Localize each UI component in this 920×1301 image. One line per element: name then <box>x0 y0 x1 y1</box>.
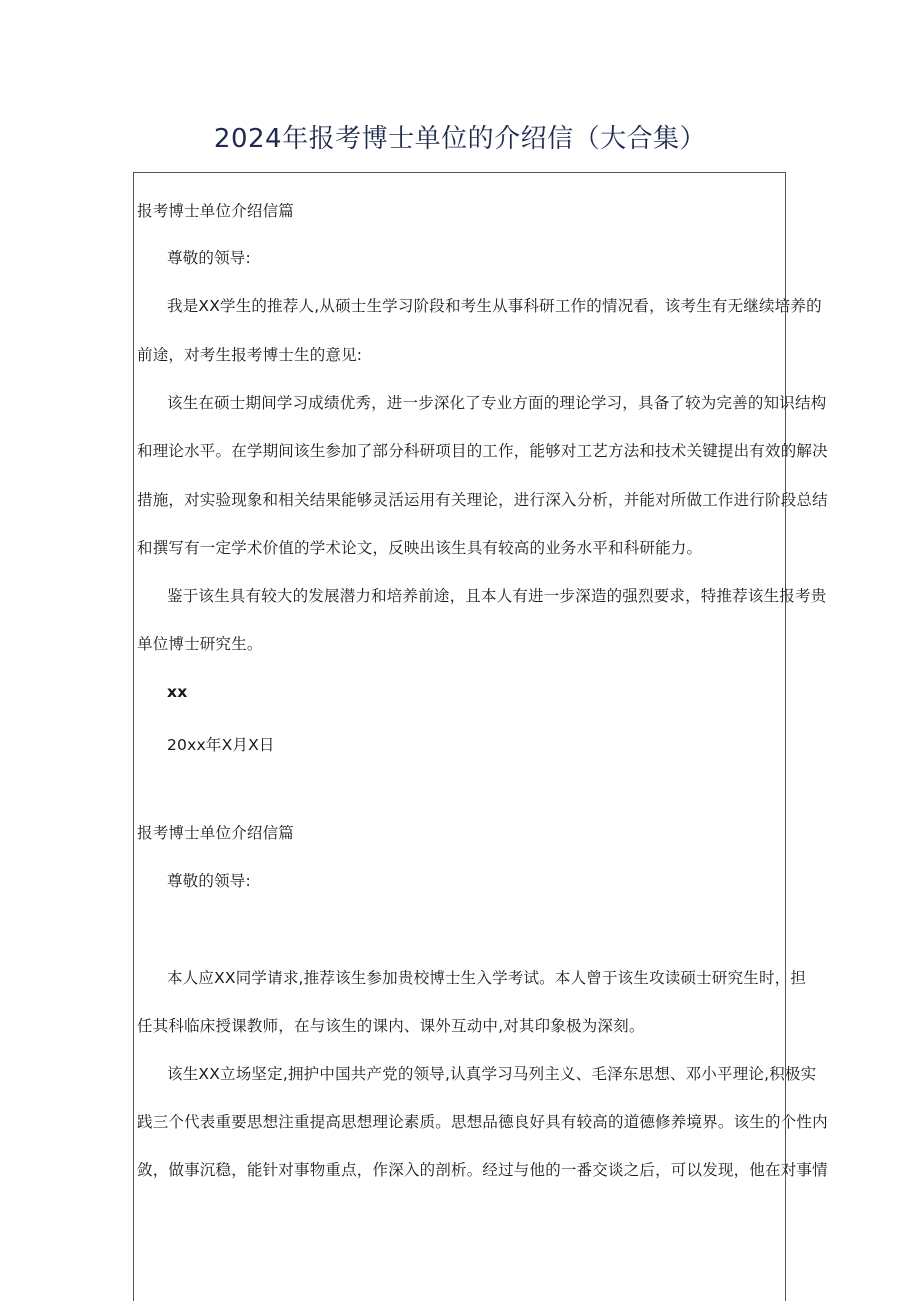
letter1-signature: xx <box>167 683 188 701</box>
letter2-paragraph1-line2: 任其科临床授课教师，在与该生的课内、课外互动中,对其印象极为深刻。 <box>137 1017 645 1035</box>
letter1-paragraph3-line1: 鉴于该生具有较大的发展潜力和培养前途，且本人有进一步深造的强烈要求，特推荐该生报考贵 <box>167 587 827 605</box>
letter2-paragraph1-line1: 本人应XX同学请求,推荐该生参加贵校博士生入学考试。本人曾于该生攻读硕士研究生时，担 <box>167 969 807 987</box>
letter2-paragraph2-line3: 敛，做事沉稳，能针对事物重点，作深入的剖析。经过与他的一番交谈之后，可以发现，他在对事情 <box>137 1161 828 1179</box>
letter1-heading: 报考博士单位介绍信篇 <box>137 202 295 220</box>
letter1-paragraph2-line4: 和撰写有一定学术价值的学术论文，反映出该生具有较高的业务水平和科研能力。 <box>137 539 703 557</box>
letter2-heading: 报考博士单位介绍信篇 <box>137 824 295 842</box>
letter1-paragraph1-line1: 我是XX学生的推荐人,从硕士生学习阶段和考生从事科研工作的情况看，该考生有无继续培养的 <box>167 297 822 315</box>
letter2-paragraph2-line1: 该生XX立场坚定,拥护中国共产党的领导,认真学习马列主义、毛泽东思想、邓小平理论,积极实 <box>167 1065 817 1083</box>
letter2-paragraph2-line2: 践三个代表重要思想注重提高思想理论素质。思想品德良好具有较高的道德修养境界。该生的个性内 <box>137 1113 828 1131</box>
letter1-date: 20xx年X月X日 <box>167 736 275 754</box>
letter1-salutation: 尊敬的领导: <box>167 249 251 267</box>
letter2-salutation: 尊敬的领导: <box>167 872 251 890</box>
letter1-paragraph2-line1: 该生在硕士期间学习成绩优秀，进一步深化了专业方面的理论学习，具备了较为完善的知识结构 <box>167 394 827 412</box>
letter1-paragraph2-line3: 措施，对实验现象和相关结果能够灵活运用有关理论，进行深入分析，并能对所做工作进行阶段总结 <box>137 491 828 509</box>
letter1-paragraph1-line2: 前途，对考生报考博士生的意见: <box>137 346 363 364</box>
letter1-paragraph3-line2: 单位博士研究生。 <box>137 635 263 653</box>
letter1-paragraph2-line2: 和理论水平。在学期间该生参加了部分科研项目的工作，能够对工艺方法和技术关键提出有效的解决 <box>137 442 828 460</box>
document-title: 2024年报考博士单位的介绍信（大合集） <box>213 124 707 154</box>
